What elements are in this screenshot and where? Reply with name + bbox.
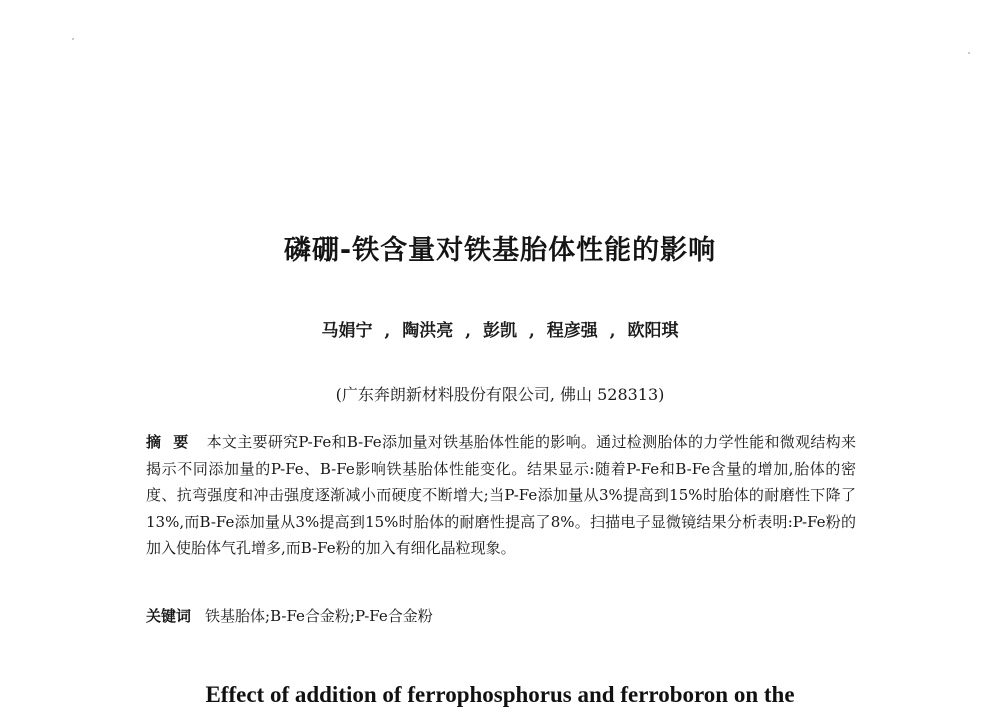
keywords-label: 关键词: [146, 607, 192, 625]
scan-speck: [968, 52, 970, 54]
keywords: [146, 604, 856, 628]
english-title: Effect of addition of ferrophosphorus and ferroboron on the: [205, 682, 795, 707]
paper-title: 磷硼-铁含量对铁基胎体性能的影响: [283, 235, 717, 266]
abstract-text: 本文主要研究P-Fe和B-Fe添加量对铁基胎体性能的影响。通过检测胎体的力学性能和微观结构来揭示不同添加量的P-Fe、B-Fe影响铁基胎体性能变化。结果显示:随着P-Fe和B-Fe含量的增加,胎体的密度、抗弯强度和冲击强度逐渐减小而硬度不断增大;当P-Fe添加量从3%提高到15%时胎体的耐磨性下降了13%,而B-Fe添加量从3%提高到15%时胎体的耐磨性提高了8%。扫描电子显微镜结果分析表明:P-Fe粉的加入使胎体气孔增多,而B-Fe粉的加入有细化晶粒现象。: [146, 433, 856, 557]
abstract: [146, 429, 856, 562]
author-list: 马娟宁 , 陶洪亮 , 彭凯 , 程彦强 , 欧阳琪: [321, 321, 679, 341]
abstract-label: 摘要: [146, 433, 201, 451]
scan-speck: [72, 38, 74, 40]
affiliation: (广东奔朗新材料股份有限公司, 佛山 528313): [335, 385, 665, 404]
keywords-text: 铁基胎体;B-Fe合金粉;P-Fe合金粉: [205, 607, 433, 625]
